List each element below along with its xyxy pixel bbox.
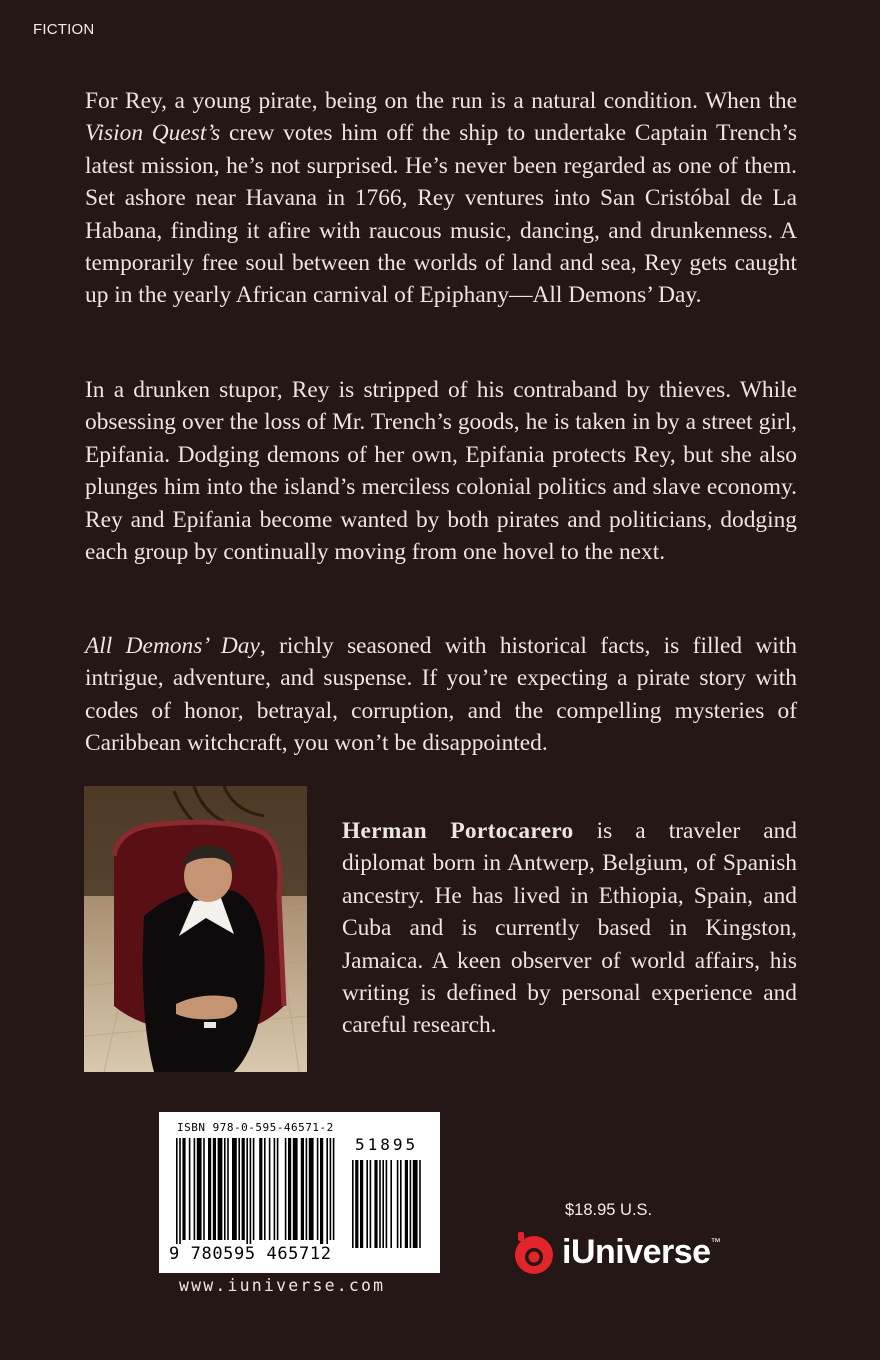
barcode-bar (264, 1138, 266, 1240)
barcode-bar (330, 1138, 332, 1240)
barcode-bar (382, 1160, 384, 1248)
barcode-bar (253, 1138, 255, 1240)
barcode-bar (400, 1160, 402, 1248)
barcode-bar (246, 1138, 248, 1250)
author-photo (84, 786, 307, 1072)
book-title: All Demons’ Day (85, 633, 260, 659)
blurb-text: crew votes him off the ship to undertake Captain Trench’s latest mission, he’s not surprised. He’s never been regarded as one of them. Set ashore near Havana in 1766, Rey ventures into San Cristóbal de La Habana, finding it afire with raucous music, dancing, and drunkenness. A temporarily free soul between the worlds of land and sea, Rey gets caught up in the yearly African carnival of Epiphany—All Demons’ Day. (85, 120, 797, 309)
barcode-bar (238, 1138, 240, 1240)
barcode-bar (413, 1160, 418, 1248)
addon-barcode-bars (352, 1160, 424, 1250)
barcode-bar (250, 1138, 252, 1250)
barcode-bar (288, 1138, 291, 1240)
barcode-bar (293, 1138, 298, 1240)
barcode-bar (306, 1138, 308, 1240)
barcode-bar (285, 1138, 287, 1240)
barcode-bar (179, 1138, 181, 1250)
author-name: Herman Portocarero (342, 818, 574, 844)
blurb-paragraph-2: In a drunken stupor, Rey is stripped of his contraband by thieves. While obsessing over the loss of Mr. Trench’s goods, he is taken in by a street girl, Epifania. Dodging demons of her own, Epifania protects Rey, but she also plunges him into the island’s merciless colonial politics and slave economy. Rey and Epifania become wanted by both pirates and politicians, dodging each group by continually moving from one hovel to the next. (85, 377, 797, 566)
barcode-bar (374, 1160, 377, 1248)
genre-label: FICTION (33, 21, 95, 38)
ean-barcode-bars (176, 1138, 346, 1250)
barcode-bar (370, 1160, 372, 1248)
author-bio (342, 815, 797, 1042)
barcode-bar (410, 1160, 412, 1248)
ship-name: Vision Quest’s (85, 120, 221, 147)
barcode-bar (269, 1138, 271, 1240)
isbn-barcode (159, 1112, 440, 1273)
barcode-bar (390, 1160, 392, 1248)
logo-wordmark (562, 1233, 720, 1272)
barcode-bar (274, 1138, 276, 1240)
barcode-bar (224, 1138, 226, 1240)
addon-number: 51895 (355, 1135, 419, 1154)
publisher-url: www.iuniverse.com (179, 1276, 386, 1295)
barcode-bar (320, 1138, 323, 1250)
barcode-bar (386, 1160, 388, 1248)
barcode-bar (309, 1138, 314, 1240)
barcode-bar (405, 1160, 408, 1248)
blurb-paragraph-3 (85, 630, 797, 760)
trademark-symbol: ™ (710, 1236, 721, 1248)
barcode-bar (242, 1138, 245, 1240)
ean-number: 9 780595 465712 (169, 1244, 332, 1264)
barcode-bar (301, 1138, 304, 1240)
iuniverse-logo (512, 1228, 720, 1276)
barcode-bar (259, 1138, 262, 1240)
barcode-bar (197, 1138, 202, 1240)
barcode-bar (317, 1138, 319, 1240)
barcode-bar (176, 1138, 178, 1250)
barcode-bar (419, 1160, 421, 1248)
barcode-bar (218, 1138, 223, 1240)
barcode-bar (379, 1160, 381, 1248)
barcode-bar (194, 1138, 196, 1240)
publisher-name: iUniverse (562, 1232, 711, 1271)
price: $18.95 U.S. (565, 1201, 653, 1219)
barcode-bar (227, 1138, 229, 1240)
author-bio-text: is a traveler and diplomat born in Antwerp, Belgium, of Spanish ancestry. He has lived in Ethiopia, Spain, and Cuba and is currently based in Kingston, Jamaica. A keen observer of world affairs, his writing is defined by personal experience and careful research. (342, 818, 797, 1039)
barcode-bar (189, 1138, 191, 1240)
blurb-text: , richly seasoned with historical facts, is filled with intrigue, adventure, and suspense. If you’re expecting a pirate story with codes of honor, betrayal, corruption, and the compelling mysteries of Caribbean witchcraft, you won’t be disappointed. (85, 633, 797, 757)
blurb-paragraph-1 (85, 85, 797, 312)
barcode-bar (208, 1138, 211, 1240)
barcode-bar (333, 1138, 335, 1240)
iuniverse-logo-icon (512, 1228, 556, 1276)
barcode-bar (277, 1138, 279, 1240)
barcode-bar (352, 1160, 354, 1248)
isbn-label: ISBN 978-0-595-46571-2 (177, 1121, 334, 1134)
barcode-bar (355, 1160, 358, 1248)
barcode-bar (360, 1160, 363, 1248)
barcode-bar (326, 1138, 328, 1250)
blurb-text: For Rey, a young pirate, being on the run is a natural condition. When the (85, 88, 797, 114)
barcode-bar (232, 1138, 237, 1240)
barcode-bar (182, 1138, 185, 1240)
barcode-bar (397, 1160, 399, 1248)
barcode-bar (203, 1138, 205, 1240)
barcode-bar (213, 1138, 216, 1240)
barcode-bar (366, 1160, 368, 1248)
